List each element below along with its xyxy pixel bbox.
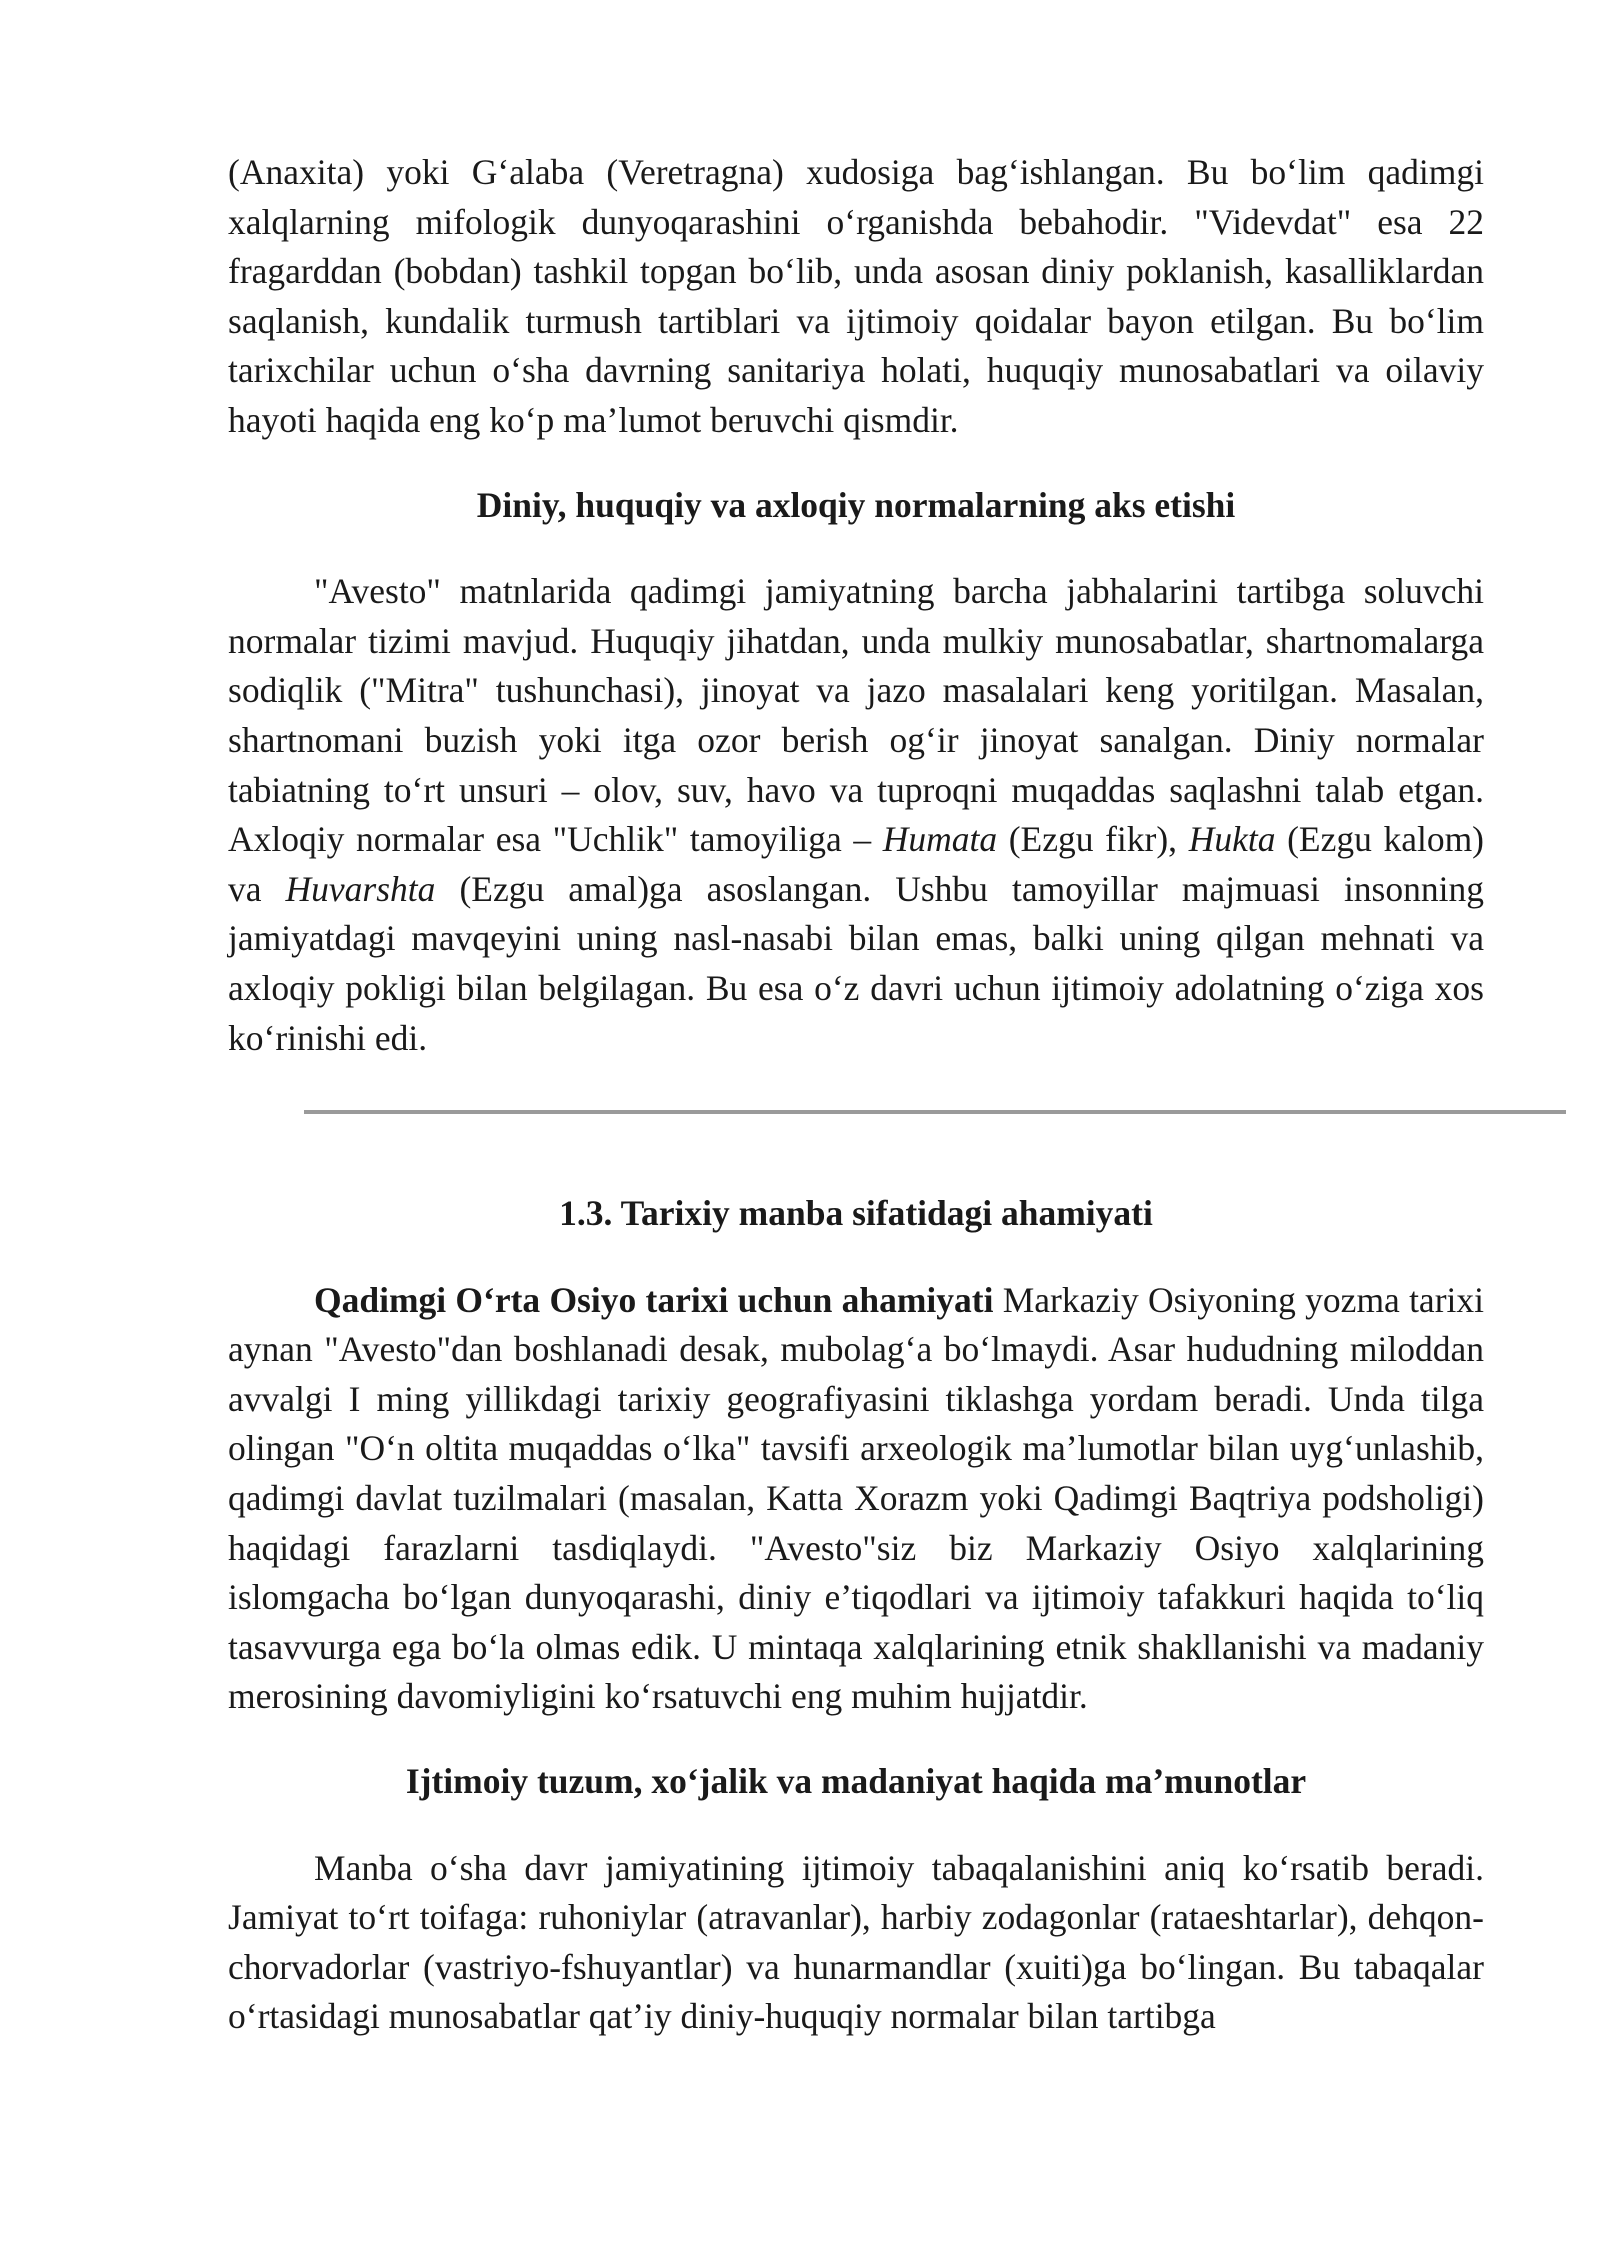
- section-title: 1.3. Tarixiy manba sifatidagi ahamiyati: [559, 1193, 1153, 1233]
- page-body-top: [228, 148, 1484, 1063]
- paragraph-norms: [228, 567, 1484, 1063]
- paragraph-lead-bold: Qadimgi O‘rta Osiyo tarixi uchun ahamiyati: [314, 1279, 994, 1320]
- paragraph-norms-text-a: "Avesto" matnlarida qadimgi jamiyatning barcha jabhalarini tartibga soluvchi normalar tizimi mavjud. Huquqiy jihatdan, unda mulkiy munosabatlar, shartnomalarga sodiqlik ("Mitra" tushunchasi), jinoyat va jazo masalalari keng yoritilgan. Masalan, shartnomani buzish yoki itga ozor berish og‘ir jinoyat sanalgan. Diniy normalar tabiatning to‘rt unsuri – olov, suv, havo va tuproqni muqaddas saqlashni talab etgan. Axloqiy normalar esa "Uchlik" tamoyiliga –: [228, 571, 1484, 860]
- paragraph-significance-text: Markaziy Osiyoning yozma tarixi aynan "Avesto"dan boshlanadi desak, mubolag‘a bo‘lmaydi. Asar hududning miloddan avvalgi I ming yillikdagi tarixiy geografiyasini tiklashga yordam beradi. Unda tilga olingan "O‘n oltita muqaddas o‘lka" tavsifi arxeologik ma’lumotlar bilan uyg‘unlashib, qadimgi davlat tuzilmalari (masalan, Katta Xorazm yoki Qadimgi Baqtriya podsholigi) haqidagi farazlarni tasdiqlaydi. "Avesto"siz biz Markaziy Osiyo xalqlarining islomgacha bo‘lgan dunyoqarashi, diniy e’tiqodlari va ijtimoiy tafakkuri haqida to‘liq tasavvurga ega bo‘la olmas edik. U mintaqa xalqlarining etnik shakllanishi va madaniy merosining davomiyligini ko‘rsatuvchi eng muhim hujjatdir.: [228, 1279, 1484, 1717]
- heading-social-structure: Ijtimoiy tuzum, xo‘jalik va madaniyat haqida ma’munotlar: [405, 1760, 1307, 1801]
- heading-norms: Diniy, huquqiy va axloqiy normalarning aks etishi: [476, 484, 1236, 525]
- term-humata: Humata: [882, 819, 998, 860]
- term-huvarshta: Huvarshta: [285, 868, 436, 909]
- paragraph-social-structure: Manba o‘sha davr jamiyatining ijtimoiy tabaqalanishini aniq ko‘rsatib beradi. Jamiyat to‘rt toifaga: ruhoniylar (atravanlar), harbiy zodagonlar (rataeshtarlar), dehqon-chorvadorlar (vastriyo-fshuyantlar) va hunarmandlar (xuiti)ga bo‘lingan. Bu tabaqalar o‘rtasidagi munosabatlar qat’iy diniy-huquqiy normalar bilan tartibga: [228, 1847, 1484, 2037]
- paragraph-norms-text-d: (Ezgu amal)ga asoslangan. Ushbu tamoyillar majmuasi insonning jamiyatdagi mavqeyini uning nasl-nasabi bilan emas, balki uning qilgan mehnati va axloqiy pokligi bilan belgilagan. Bu esa o‘z davri uchun ijtimoiy adolatning o‘ziga xos ko‘rinishi edi.: [228, 868, 1484, 1058]
- paragraph-norms-text-c: (Ezgu kalom) va: [228, 819, 1485, 909]
- paragraph-gathas-videvdat: (Anaxita) yoki G‘alaba (Veretragna) xudosiga bag‘ishlangan. Bu bo‘lim qadimgi xalqlarning mifologik dunyoqarashini o‘rganishda bebahodir. "Videvdat" esa 22 fragarddan (bobdan) tashkil topgan bo‘lib, unda asosan diniy poklanish, kasalliklardan saqlanish, kundalik turmush tartiblari va ijtimoiy qoidalar bayon etilgan. Bu bo‘lim tarixchilar uchun o‘sha davrning sanitariya holati, huquqiy munosabatlari va oilaviy hayoti haqida eng ko‘p ma’lumot beruvchi qismdir.: [228, 152, 1484, 440]
- horizontal-divider: [304, 1110, 1566, 1114]
- paragraph-norms-text-b: (Ezgu fikr),: [997, 819, 1189, 860]
- term-hukta: Hukta: [1188, 819, 1276, 860]
- section-1-3: [228, 1189, 1484, 2042]
- paragraph-significance: [228, 1276, 1484, 1722]
